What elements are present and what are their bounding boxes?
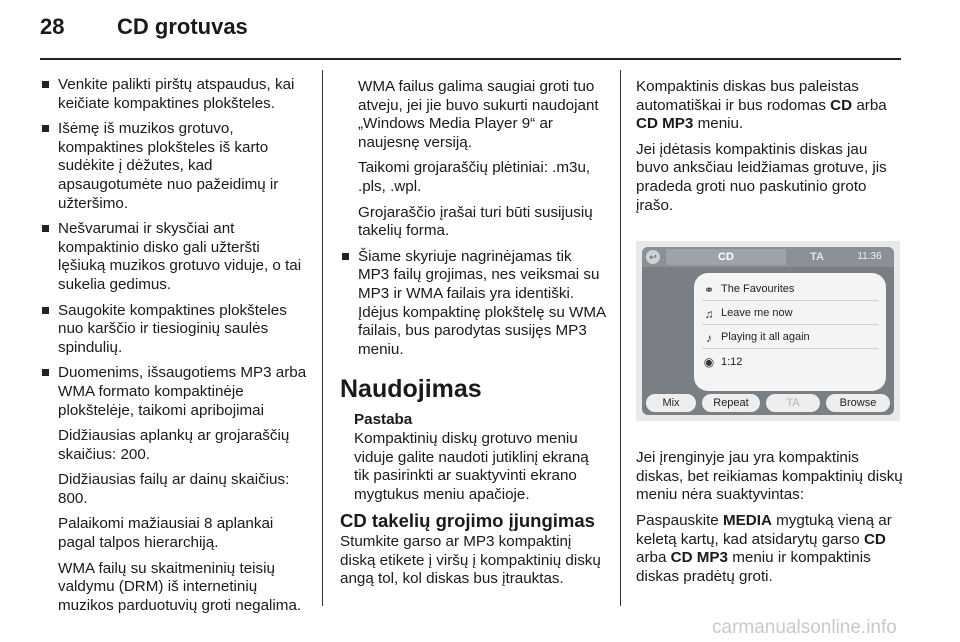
column-divider-1 bbox=[322, 70, 323, 606]
track-list bbox=[694, 273, 886, 391]
paragraph: Jei įdėtasis kompaktinis diskas jau buvo anksčiau leidžiamas grotuve, jis pradeda groti nuo paskutinio groto įrašo. bbox=[636, 140, 887, 214]
column-1 bbox=[40, 76, 310, 622]
tab-ta: TA bbox=[810, 251, 824, 264]
page-title: CD grotuvas bbox=[117, 14, 248, 39]
paragraph: Paspauskite MEDIA mygtuką vieną ar keletą kartų, kad atsidarytų garso CD arba CD MP3 meniu ir kompaktinis diskas pradėtų groti. bbox=[636, 511, 892, 585]
music-note-icon: ♪ bbox=[706, 330, 712, 345]
column-3 bbox=[636, 78, 904, 593]
column-divider-2 bbox=[620, 70, 621, 606]
indented-paragraph: Taikomi grojaraščių plėtiniai: .m3u, .pls, .wpl. bbox=[358, 159, 591, 195]
paragraph: Kompaktinis diskas bus paleistas automatiškai ir bus rodomas CD arba CD MP3 meniu. bbox=[636, 78, 887, 133]
indented-paragraph: WMA failų su skaitmeninių teisių valdymu (DRM) iš internetinių muzikos parduotuvių groti negalima. bbox=[58, 559, 302, 614]
indented-paragraph: Didžiausias failų ar dainų skaičius: 800. bbox=[58, 471, 290, 507]
headphones-icon: ⚭ bbox=[703, 282, 715, 297]
header-divider bbox=[40, 58, 901, 60]
column-2 bbox=[340, 78, 606, 596]
indented-paragraph: WMA failus galima saugiai groti tuo atveju, jei jie buvo sukurti naudojant „Windows Media Player 9“ ar naujesnę versiją. bbox=[358, 78, 599, 151]
subsection-heading: CD takelių grojimo įjungimas bbox=[340, 510, 595, 532]
page-number: 28 bbox=[40, 14, 65, 39]
bullet-item: Šiame skyriuje nagrinėjamas tik MP3 failų grojimas, nes veiksmai su MP3 ir WMA failais yra identiški. Įdėjus kompaktinę plokštelę su WMA failais, bus parodytas susijęs MP3 meniu. bbox=[340, 248, 606, 360]
section-heading: Naudojimas bbox=[340, 375, 482, 404]
note-title: Pastaba bbox=[354, 411, 413, 429]
list-item: ◉ 1:12 bbox=[703, 355, 743, 370]
watermark: carmanualsonline.info bbox=[712, 617, 897, 638]
screen-button-row bbox=[646, 394, 890, 412]
mix-button: Mix bbox=[646, 394, 696, 412]
list-item: ♪ Playing it all again bbox=[702, 327, 878, 349]
indented-paragraph: Grojaraščio įrašai turi būti susijusių takelių forma. bbox=[358, 203, 593, 240]
page-header bbox=[0, 0, 960, 62]
note-text: Kompaktinių diskų grotuvo meniu viduje galite naudoti jutiklinį ekraną tik pasirinkti ar suaktyvinti ekrano mygtukus meniu apačioje. bbox=[354, 429, 589, 503]
paragraph: Stumkite garso ar MP3 kompaktinį diską etikete į viršų į kompaktinių diskų angą tol, kol diskas bus įtrauktas. bbox=[340, 533, 601, 588]
browse-button: Browse bbox=[826, 394, 890, 412]
ta-button: TA bbox=[766, 394, 820, 412]
bullet-item: Nešvarumai ir skysčiai ant kompaktinio disko gali užteršti lęšiuką muzikos grotuvo viduje, o tai sukelia gedimus. bbox=[40, 220, 310, 294]
list-item: ♫ Leave me now bbox=[702, 303, 878, 325]
repeat-button: Repeat bbox=[702, 394, 760, 412]
clock: 11:36 bbox=[857, 251, 882, 263]
cd-screen-figure bbox=[636, 241, 900, 421]
music-note-icon: ♫ bbox=[704, 306, 714, 321]
paragraph: Jei įrenginyje jau yra kompaktinis diskas, bet reikiamas kompaktinių diskų meniu nėra suaktyvintas: bbox=[636, 449, 903, 504]
indented-paragraph: Didžiausias aplankų ar grojaraščių skaičius: 200. bbox=[58, 427, 290, 463]
disc-icon: ◉ bbox=[703, 355, 715, 370]
back-icon: ↩ bbox=[646, 250, 660, 264]
infotainment-screen bbox=[642, 247, 894, 415]
bullet-item: Saugokite kompaktines plokšteles nuo karščio ir tiesioginių saulės spindulių. bbox=[40, 302, 310, 358]
indented-paragraph: Palaikomi mažiausiai 8 aplankai pagal talpos hierarchiją. bbox=[58, 515, 274, 552]
bullet-item: Duomenims, išsaugotiems MP3 arba WMA formato kompaktinėje plokštelėje, taikomi apribojimai bbox=[40, 364, 310, 420]
bullet-item: Išėmę iš muzikos grotuvo, kompaktines plokšteles iš karto sudėkite į dėžutes, kad apsaugotumėte nuo pažeidimų ir užteršimo. bbox=[40, 120, 310, 213]
list-item: ⚭ The Favourites bbox=[702, 279, 878, 301]
bullet-item: Venkite palikti pirštų atspaudus, kai keičiate kompaktines plokšteles. bbox=[40, 76, 310, 113]
tab-cd: CD bbox=[666, 249, 786, 265]
